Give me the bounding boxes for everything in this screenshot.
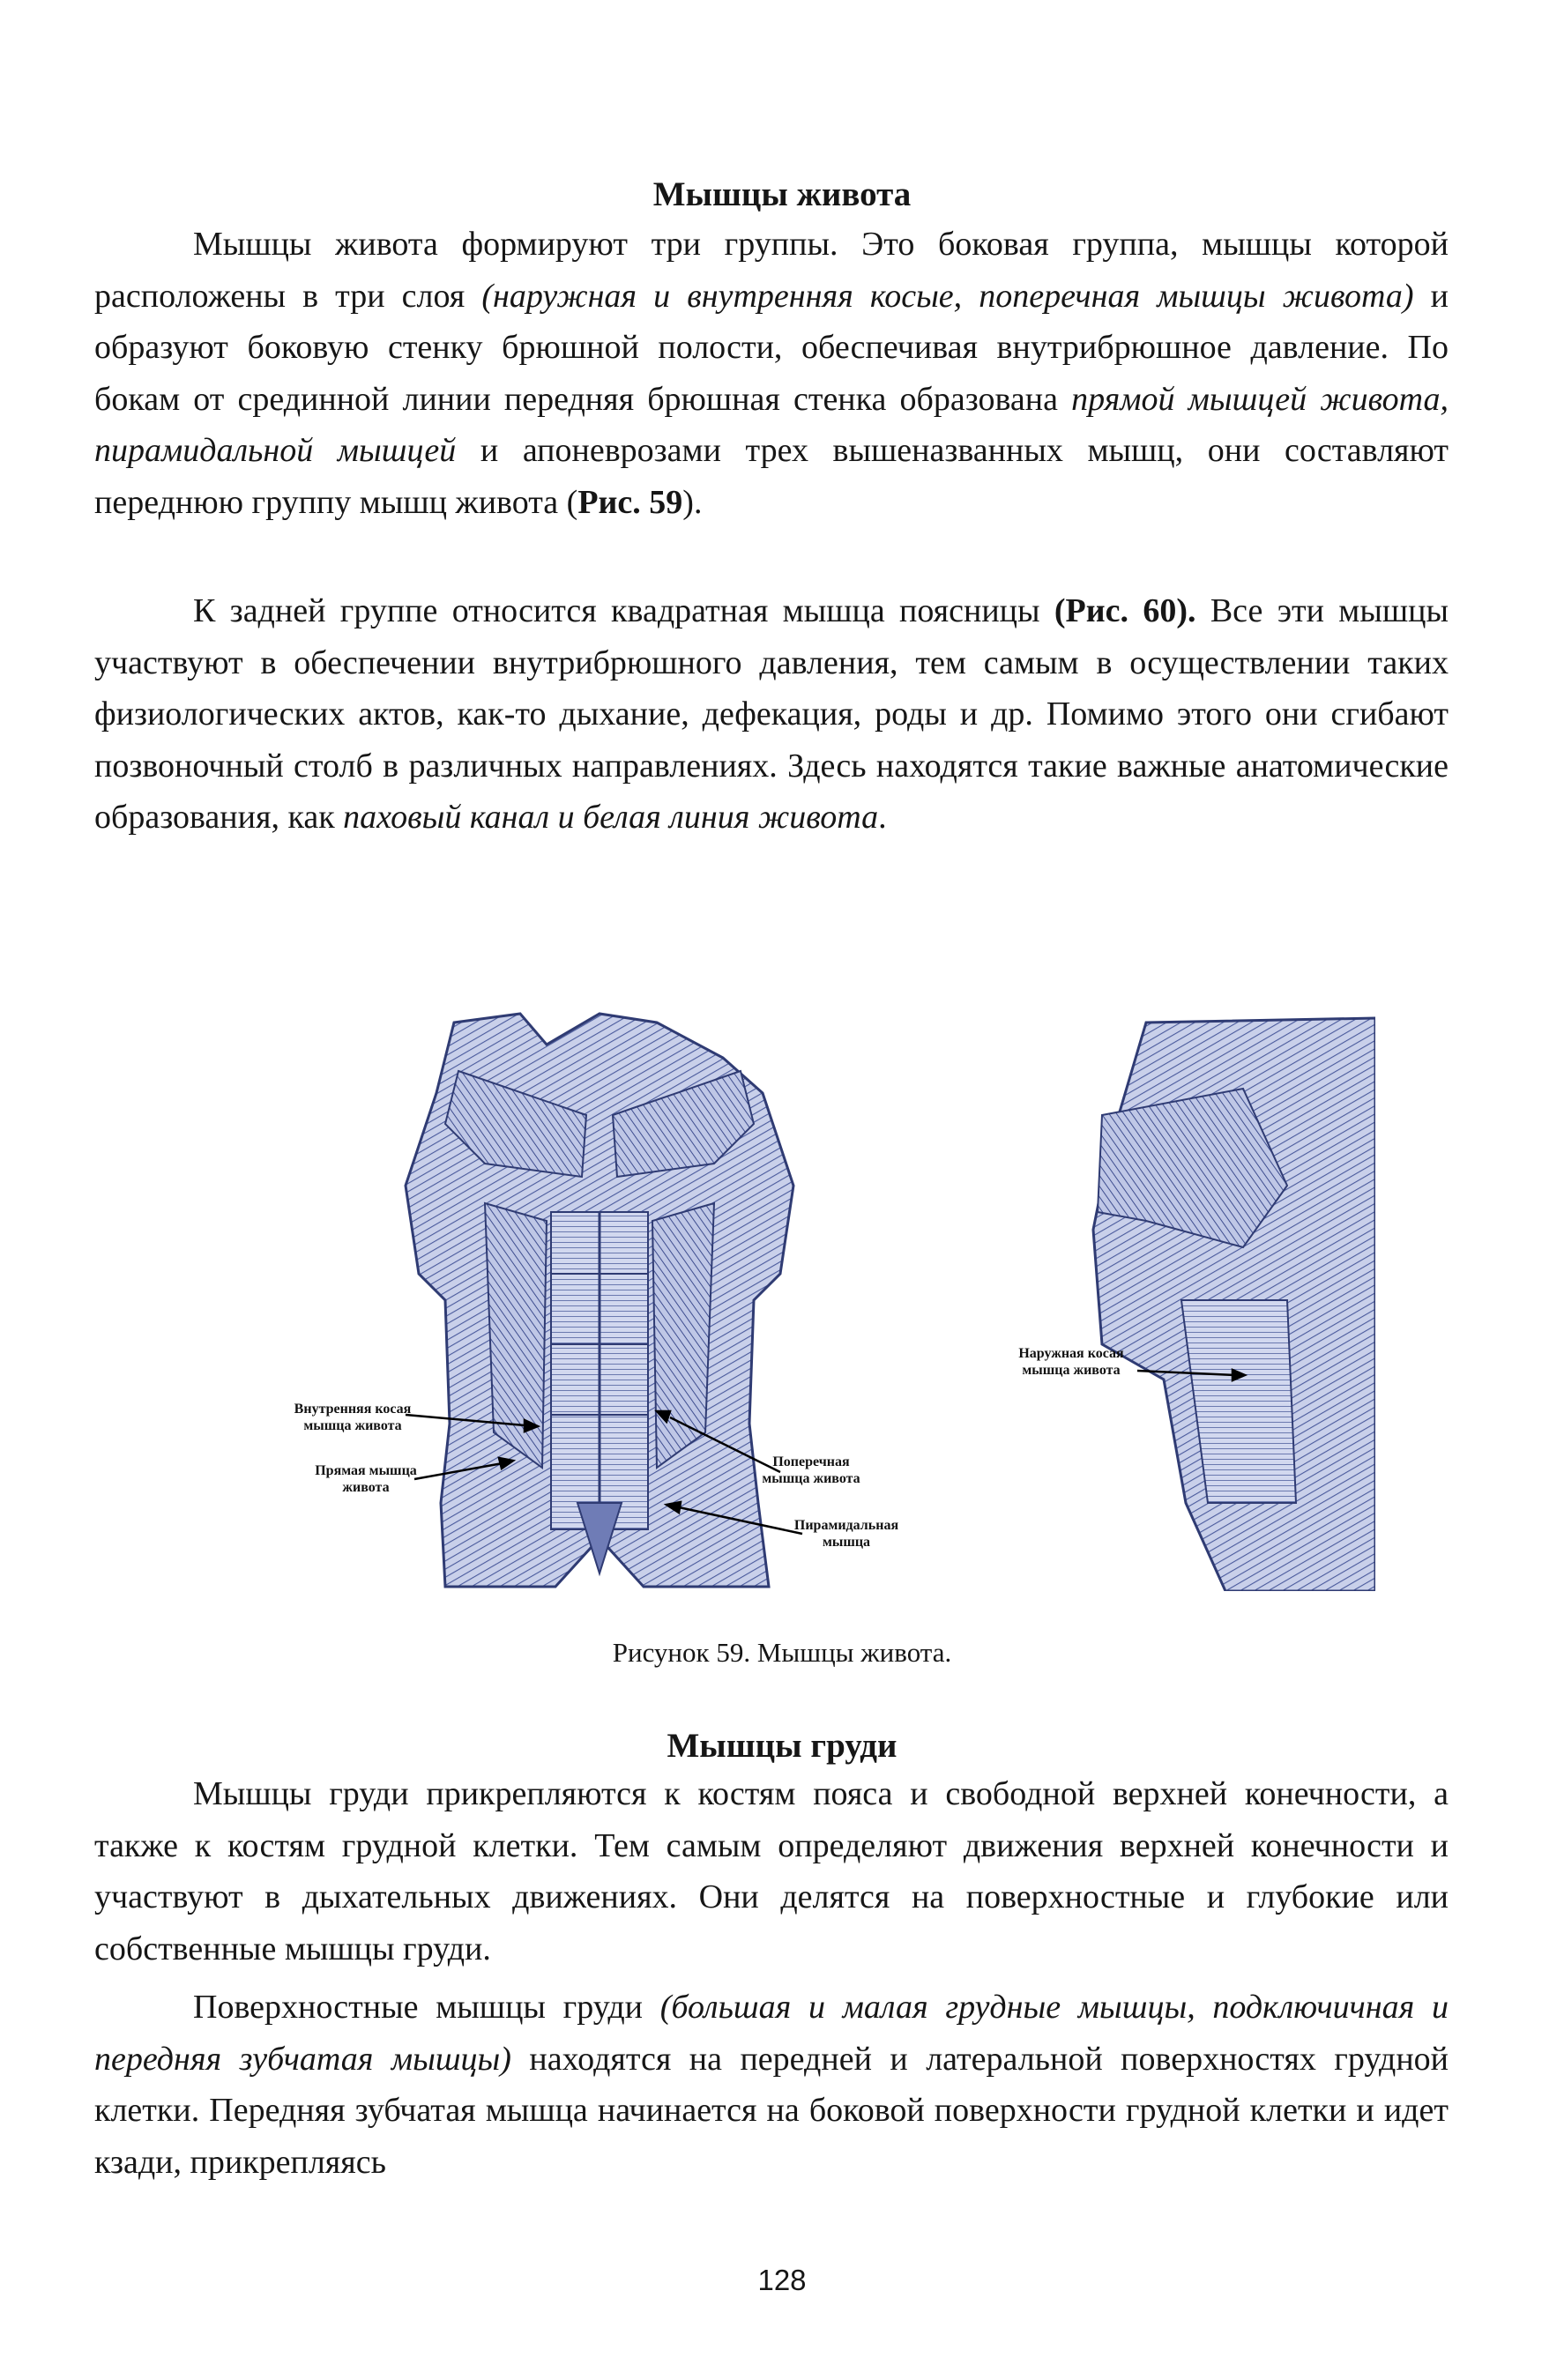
label-transversus-line2: мышца живота xyxy=(762,1471,860,1486)
paragraph-abdomen-groups xyxy=(94,219,1449,528)
label-internal-oblique-line2: мышца живота xyxy=(303,1418,402,1433)
text-run: К задней группе относится квадратная мышца поясницы xyxy=(193,592,1054,629)
label-pyramidalis-line2: мышца xyxy=(822,1535,871,1550)
paragraph-superficial-chest xyxy=(94,1982,1449,2188)
page-number: 128 xyxy=(757,2264,807,2296)
label-rectus-line1: Прямая мышца xyxy=(315,1463,417,1478)
label-pyramidalis-line1: Пирамидальная xyxy=(793,1518,899,1533)
text-run: прямой мышцей живота, пирамидальной мышцей xyxy=(94,380,1449,469)
text-run: (большая и малая грудные мышцы, подключичная и передняя зубчатая мышцы) xyxy=(94,1989,1449,2078)
section-heading-abdomen: Мышцы живота xyxy=(652,175,912,213)
paragraph-posterior-group xyxy=(94,585,1449,844)
text-run: ). xyxy=(682,483,703,521)
anatomy-illustration xyxy=(229,1009,1375,1591)
text-run: и апоневрозами трех вышеназванных мышц, они составляют переднюю группу мышц живота ( xyxy=(94,432,1449,521)
label-external-oblique-line1: Наружная косая xyxy=(1018,1346,1124,1361)
anterior-torso-drawing xyxy=(406,1014,793,1587)
label-external-oblique-line2: мышца живота xyxy=(1022,1363,1121,1378)
figure-caption: Рисунок 59. Мышцы живота. xyxy=(612,1637,952,1668)
text-run: Мышцы живота формируют три группы. Это боковая группа, мышцы которой расположены в три слоя xyxy=(94,226,1449,315)
text-run: паховый канал и белая линия живота xyxy=(343,799,879,836)
text-run: Все эти мышцы участвуют в обеспечении внутрибрюшного давления, тем самым в осуществлении таких физиологических актов, как-то дыхание, дефекация, роды и др. Помимо этого они сгибают позвоночный столб в различных направлениях. Здесь находятся такие важные анатомические образования, как xyxy=(94,592,1449,836)
text-run: и образуют боковую стенку брюшной полости, обеспечивая внутрибрюшное давление. По бокам от срединной линии передняя брюшная стенка образована xyxy=(94,277,1449,418)
label-internal-oblique-line1: Внутренняя косая xyxy=(294,1402,412,1417)
paragraph-chest-muscles xyxy=(94,1768,1449,1975)
figure-abdominal-muscles xyxy=(229,1009,1375,1591)
text-run: (Рис. 60). xyxy=(1054,592,1196,629)
text-run: (наружная и внутренняя косые, поперечная мышцы живота) xyxy=(481,277,1414,315)
label-transversus-line1: Поперечная xyxy=(772,1454,850,1469)
text-run: находятся на передней и латеральной поверхностях грудной клетки. Передняя зубчатая мышца начинается на боковой поверхности грудной клетки и идет кзади, прикрепляясь xyxy=(94,2040,1449,2181)
lateral-torso-drawing xyxy=(1093,1018,1375,1591)
section-heading-chest: Мышцы груди xyxy=(667,1727,897,1765)
text-run: Поверхностные мышцы груди xyxy=(193,1989,660,2026)
text-run: Мышцы груди прикрепляются к костям пояса и свободной верхней конечности, а также к костям грудной клетки. Тем самым определяют движения верхней конечности и участвуют в дыхательных движениях. Они делятся на поверхностные и глубокие или собственные мышцы груди. xyxy=(94,1775,1449,1967)
label-rectus-line2: живота xyxy=(342,1480,390,1495)
text-run: Рис. 59 xyxy=(577,483,683,521)
text-run: . xyxy=(878,799,887,836)
